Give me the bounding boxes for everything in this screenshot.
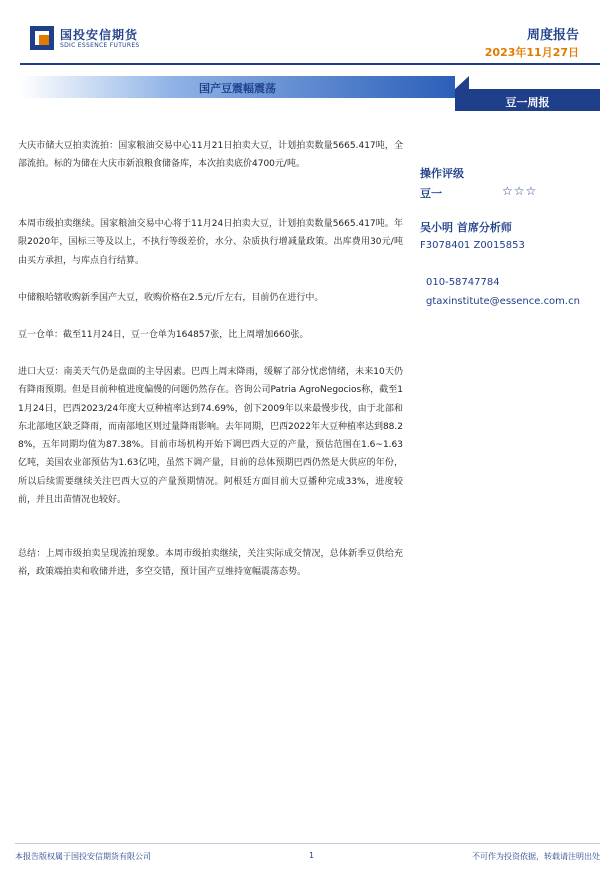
logo-text-cn: 国投安信期货 xyxy=(60,28,139,42)
footer-divider xyxy=(15,843,600,844)
report-date: 2023年11月27日 xyxy=(484,46,579,59)
footer-copyright: 本报告版权属于国投安信期货有限公司 xyxy=(15,852,151,861)
report-type: 周度报告 xyxy=(526,28,579,43)
paragraph-daqing-auction: 大庆市储大豆拍卖流拍：国家粮油交易中心11月21日拍卖大豆，计划拍卖数量5665.417吨，全部流拍。标的为储在大庆市新浪粮食储备库，本次拍卖底价4700元/吨。 xyxy=(18,141,403,170)
rating-label: 操作评级 xyxy=(420,167,464,180)
rating-product: 豆一 xyxy=(420,187,442,200)
logo-text-en: SDIC ESSENCE FUTURES xyxy=(60,42,140,49)
logo-mark-icon xyxy=(30,26,54,50)
contact-email[interactable]: gtaxinstitute@essence.com.cn xyxy=(426,296,580,307)
rating-stars-icon: ☆☆☆ xyxy=(502,184,538,198)
paragraph-imported-soybean: 进口大豆：南美天气仍是盘面的主导因素。巴西上周末降雨，缓解了部分忧虑情绪，未来10天仍有降雨预期。但是目前种植进度偏慢的问题仍然存在。咨询公司Patria AgroNegocios称，截至11月24日，巴西2023/24年度大豆种植率达到74.69%，创下2009年以来最慢步伐，由于北部和东北部地区缺乏降雨，而南部地区则过量降雨影响。去年同期，巴西2022年大豆种植率达到88.28%，五年同期均值为87.38%。目前市场机构开始下调巴西大豆的产量，预估范围在1.6~1.63亿吨，美国农业部预估为1.63亿吨，虽然下调产量，目前的总体预期巴西仍然是大供应的年份，所以后续需要继续关注巴西大豆的产量预期情况。阿根廷方面目前大豆播种完成33%，进度较前，并且出苗情况也较好。 xyxy=(18,367,403,506)
company-logo xyxy=(30,24,140,54)
footer-disclaimer: 不可作为投资依据，转载请注明出处 xyxy=(472,852,600,861)
category-tab xyxy=(455,89,600,111)
paragraph-warehouse-receipts: 豆一仓单：截至11月24日，豆一仓单为164857张，比上周增加660张。 xyxy=(18,330,309,340)
title-band xyxy=(20,76,455,98)
paragraph-weekly-auction: 本周市级拍卖继续。国家粮油交易中心将于11月24日拍卖大豆，计划拍卖数量5665.417吨。年限2020年，国标三等及以上，不执行等级差价，水分、杂质执行增减量政策。出库费用30元/吨由买方承担，与库点自行结算。 xyxy=(18,219,403,266)
contact-phone: 010-58747784 xyxy=(426,277,500,288)
report-headline: 国产豆震幅震荡 xyxy=(199,82,276,95)
category-tab-corner xyxy=(455,76,469,89)
paragraph-sinograin-purchase: 中储粮哈辖收购新季国产大豆，收购价格在2.5元/斤左右，目前仍在进行中。 xyxy=(18,293,324,303)
paragraph-summary: 总结：上周市级拍卖呈现流拍现象。本周市级拍卖继续，关注实际成交情况，总体新季豆供给充裕，政策端拍卖和收储并进，多空交错，预计国产豆维持宽幅震荡态势。 xyxy=(18,549,403,578)
category-label: 豆一周报 xyxy=(505,96,550,109)
page-number: 1 xyxy=(309,851,315,860)
header-divider xyxy=(20,63,600,65)
analyst-certificate: F3078401 Z0015853 xyxy=(420,240,525,251)
analyst-name: 吴小明 首席分析师 xyxy=(420,221,512,234)
